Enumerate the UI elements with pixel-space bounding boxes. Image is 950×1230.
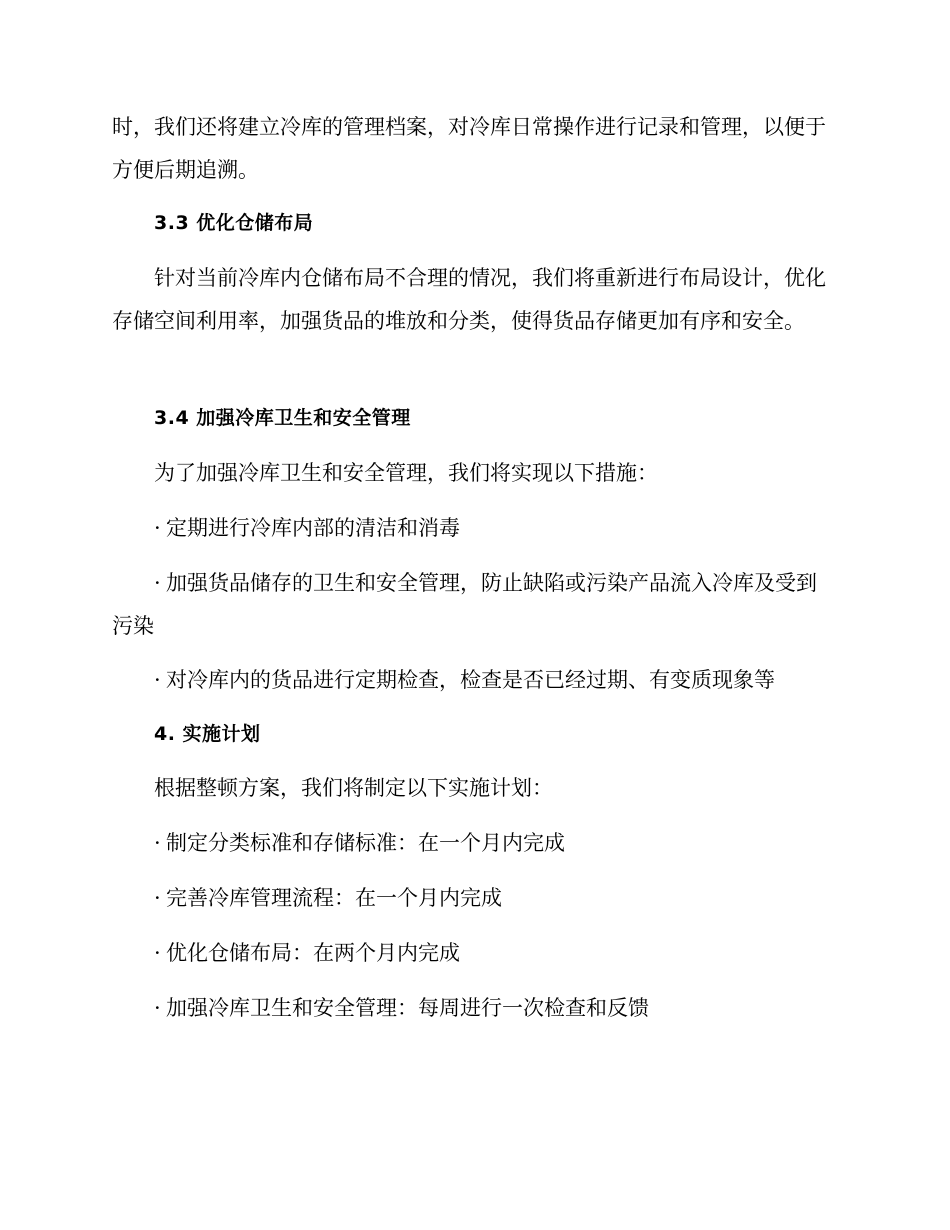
bullet-item — [112, 822, 830, 865]
bullet-item — [112, 562, 830, 648]
bullet-text: 完善冷库管理流程：在一个月内完成 — [166, 886, 502, 910]
bullet-dot-icon: · — [154, 831, 161, 855]
heading-3-4: 3.4 加强冷库卫生和安全管理 — [154, 407, 411, 429]
bullet-text: 加强货品储存的卫生和安全管理，防止缺陷或污染产品流入冷库及受到污染 — [112, 571, 817, 638]
bullet-dot-icon: · — [154, 571, 161, 595]
bullet-text: 制定分类标准和存储标准：在一个月内完成 — [166, 831, 565, 855]
paragraph-3-3: 针对当前冷库内仓储布局不合理的情况，我们将重新进行布局设计，优化存储空间利用率，加强货品的堆放和分类，使得货品存储更加有序和安全。 — [112, 266, 826, 333]
heading-3-3: 3.3 优化仓储布局 — [154, 212, 314, 234]
bullet-dot-icon: · — [154, 996, 161, 1020]
paragraph-4: 根据整顿方案，我们将制定以下实施计划： — [154, 776, 553, 800]
bullet-item — [112, 507, 830, 550]
bullet-dot-icon: · — [154, 941, 161, 965]
bullet-item — [112, 932, 830, 975]
bullet-dot-icon: · — [154, 516, 161, 540]
bullet-text: 定期进行冷库内部的清洁和消毒 — [166, 516, 460, 540]
bullet-text: 加强冷库卫生和安全管理：每周进行一次检查和反馈 — [166, 996, 649, 1020]
paragraph-intro: 时，我们还将建立冷库的管理档案，对冷库日常操作进行记录和管理，以便于方便后期追溯。 — [112, 115, 826, 182]
bullet-dot-icon: · — [154, 886, 161, 910]
bullet-item — [112, 877, 830, 920]
bullet-dot-icon: · — [154, 668, 161, 692]
bullet-item — [112, 987, 830, 1030]
heading-4: 4. 实施计划 — [154, 723, 261, 745]
paragraph-3-4: 为了加强冷库卫生和安全管理，我们将实现以下措施： — [154, 461, 658, 485]
bullet-text: 对冷库内的货品进行定期检查，检查是否已经过期、有变质现象等 — [166, 668, 775, 692]
bullet-item — [112, 659, 830, 702]
bullet-text: 优化仓储布局：在两个月内完成 — [166, 941, 460, 965]
